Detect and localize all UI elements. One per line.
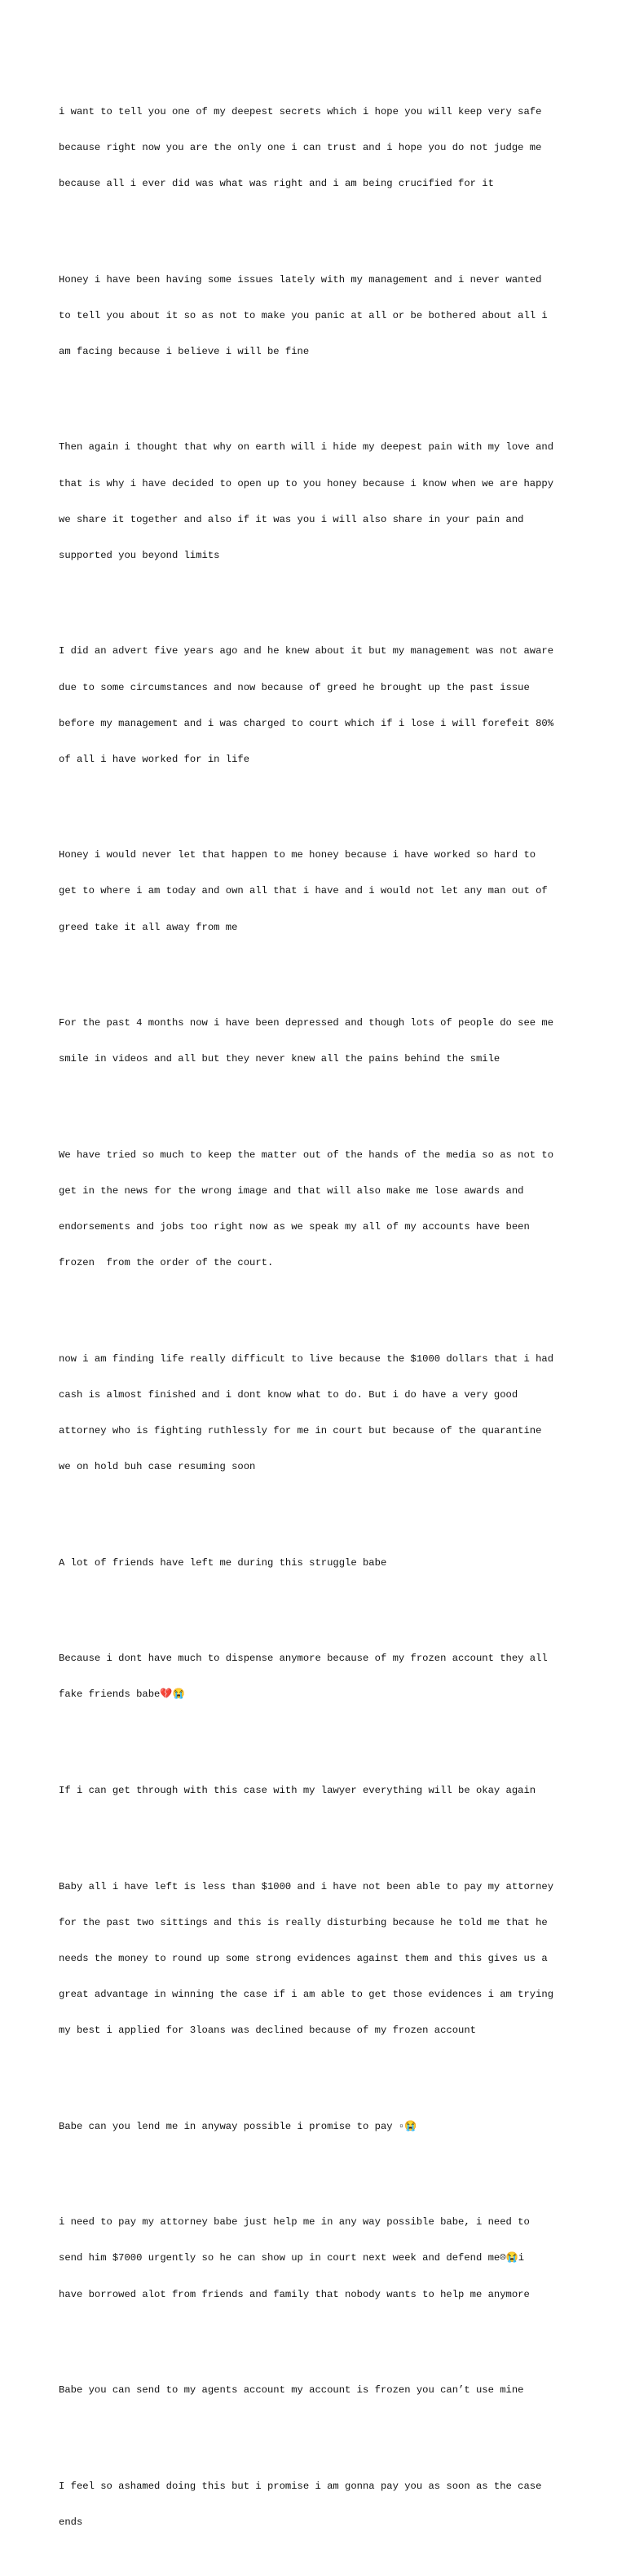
paragraph-14 <box>59 2193 580 2325</box>
paragraph-13 <box>59 2096 580 2157</box>
text-line: A lot of friends have left me during this struggle babe <box>59 1556 387 1569</box>
paragraph-15 <box>59 2361 580 2421</box>
text-line: get to where i am today and own all that i have and i would not let any man out of <box>59 885 548 897</box>
text-line: Honey i have been having some issues lately with my management and i never wanted <box>59 273 542 285</box>
text-line: send him $7000 urgently so he can show up in court next week and defend me☹😭i <box>59 2252 525 2264</box>
text-line: Honey i would never let that happen to me honey because i have worked so hard to <box>59 849 536 861</box>
text-line: We have tried so much to keep the matter out of the hands of the media so as not to <box>59 1149 554 1161</box>
text-line: have borrowed alot from friends and family that nobody wants to help me anymore <box>59 2288 530 2300</box>
paragraph-1 <box>59 82 580 214</box>
paragraph-8 <box>59 1329 580 1497</box>
paragraph-10 <box>59 1629 580 1725</box>
text-line: my best i applied for 3loans was declined because of my frozen account <box>59 2025 476 2037</box>
text-line: to tell you about it so as not to make you panic at all or be bothered about all i <box>59 309 548 321</box>
paragraph-16 <box>59 2456 580 2552</box>
text-line: for the past two sittings and this is really disturbing because he told me that he <box>59 1916 548 1928</box>
text-line: For the past 4 months now i have been depressed and though lots of people do see me <box>59 1017 554 1029</box>
paragraph-4 <box>59 622 580 790</box>
text-line: cash is almost finished and i dont know what to do. But i do have a very good <box>59 1388 518 1401</box>
text-line: i want to tell you one of my deepest secrets which i hope you will keep very safe <box>59 105 542 117</box>
text-line: Babe can you lend me in anyway possible i promise to pay ▫😭 <box>59 2120 417 2132</box>
text-line: we on hold buh case resuming soon <box>59 1461 256 1473</box>
text-line: we share it together and also if it was you i will also share in your pain and <box>59 513 524 525</box>
text-line: get in the news for the wrong image and that will also make me lose awards and <box>59 1185 524 1197</box>
text-line: Babe you can send to my agents account my account is frozen you can’t use mine <box>59 2384 524 2397</box>
text-line: now i am finding life really difficult to live because the $1000 dollars that i had <box>59 1352 554 1365</box>
paragraph-2 <box>59 250 580 382</box>
text-line: If i can get through with this case with my lawyer everything will be okay again <box>59 1785 536 1797</box>
text-line: endorsements and jobs too right now as we speak my all of my accounts have been <box>59 1221 530 1233</box>
text-line: that is why i have decided to open up to you honey because i know when we are happy <box>59 477 554 489</box>
paragraph-3 <box>59 418 580 586</box>
paragraph-9 <box>59 1533 580 1593</box>
paragraph-5 <box>59 825 580 958</box>
paragraph-6 <box>59 994 580 1090</box>
text-line: of all i have worked for in life <box>59 753 250 765</box>
text-line: great advantage in winning the case if i am able to get those evidences i am trying <box>59 1989 554 2001</box>
text-line: ends <box>59 2516 83 2528</box>
text-line: smile in videos and all but they never knew all the pains behind the smile <box>59 1053 500 1065</box>
text-line: supported you beyond limits <box>59 549 220 561</box>
text-line: frozen from the order of the court. <box>59 1257 274 1269</box>
text-line: because all i ever did was what was right and i am being crucified for it <box>59 178 494 190</box>
text-line: i need to pay my attorney babe just help me in any way possible babe, i need to <box>59 2216 530 2229</box>
text-line: fake friends babe💔😭 <box>59 1689 185 1701</box>
text-line: Baby all i have left is less than $1000 and i have not been able to pay my attorney <box>59 1880 554 1892</box>
text-line: I feel so ashamed doing this but i promise i am gonna pay you as soon as the case <box>59 2480 542 2492</box>
text-line: attorney who is fighting ruthlessly for me in court but because of the quarantine <box>59 1425 542 1437</box>
document-body <box>59 58 580 2576</box>
text-line: due to some circumstances and now because of greed he brought up the past issue <box>59 681 530 693</box>
text-line: needs the money to round up some strong evidences against them and this gives us a <box>59 1952 548 1964</box>
text-line: Then again i thought that why on earth will i hide my deepest pain with my love and <box>59 441 554 454</box>
text-line: am facing because i believe i will be fine <box>59 345 310 357</box>
text-line: I did an advert five years ago and he knew about it but my management was not aware <box>59 645 554 657</box>
paragraph-11 <box>59 1761 580 1821</box>
paragraph-7 <box>59 1125 580 1293</box>
text-line: Because i dont have much to dispense anymore because of my frozen account they all <box>59 1653 548 1665</box>
text-line: greed take it all away from me <box>59 921 238 933</box>
paragraph-12 <box>59 1857 580 2060</box>
text-line: before my management and i was charged to court which if i lose i will forefeit 80% <box>59 717 554 729</box>
text-line: because right now you are the only one i can trust and i hope you do not judge me <box>59 141 542 153</box>
